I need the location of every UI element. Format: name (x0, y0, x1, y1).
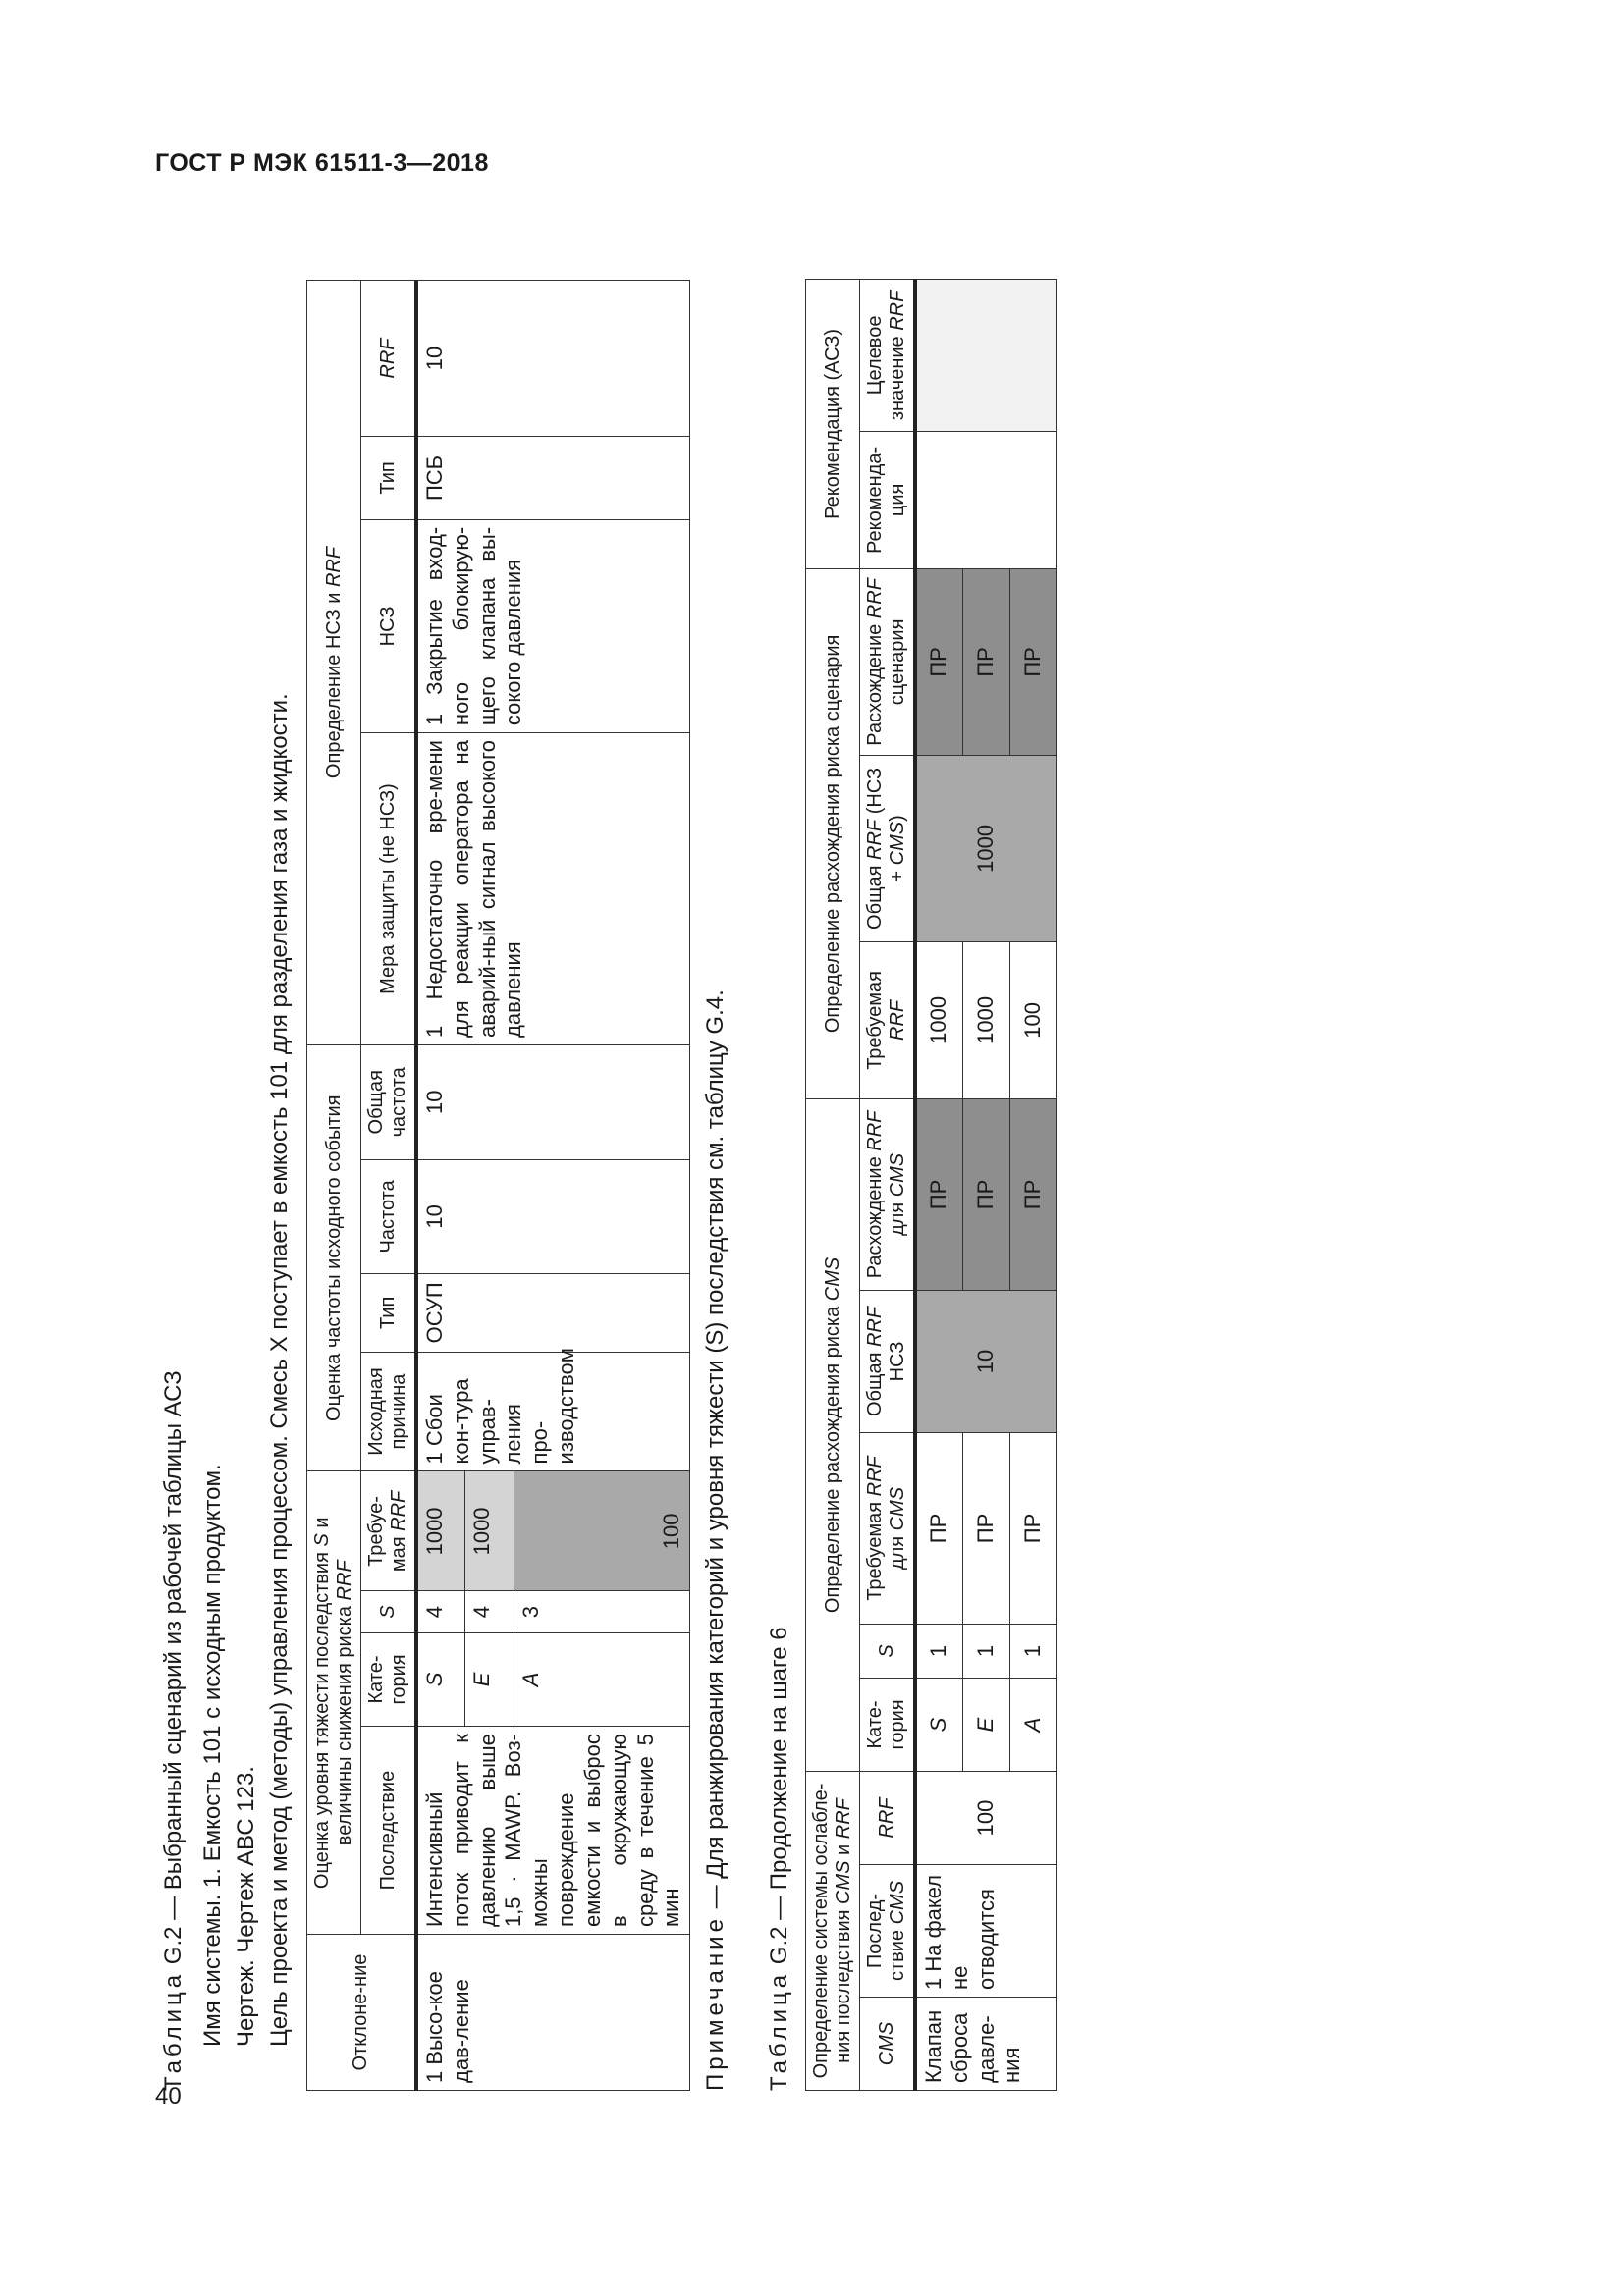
header-cms-risk-group: Определение расхождения риска CMS (806, 1098, 860, 1771)
header-required-rrf: Требуемая RRF (860, 941, 916, 1098)
document-header: ГОСТ Р МЭК 61511-3—2018 (155, 149, 489, 177)
recommendation-cell (915, 431, 1056, 568)
severity-cell: 1 (915, 1624, 962, 1678)
header-total-rrf: Общая RRF (НСЗ + CMS) (860, 755, 916, 941)
severity-cell: 1 (962, 1624, 1009, 1678)
required-rrf-cell: 1000 (465, 1471, 514, 1591)
type-cell: ОСУП (416, 1274, 690, 1352)
category-cell: E (962, 1678, 1009, 1771)
total-rrf-nsz-cell: 10 (915, 1290, 1056, 1432)
header-required-rrf: Требуе-мая RRF (361, 1471, 417, 1591)
drawing-ref: Чертеж. Чертеж АВС 123. (233, 1766, 259, 2047)
table1-caption: Таблица G.2 — Выбранный сценарий из рабочей таблицы АСЗ (160, 1370, 187, 2091)
nsz-cell: 1 Закрытие вход-ного блокирую-щего клапана вы-сокого давления (416, 519, 690, 732)
total-rrf-cell: 1000 (915, 755, 1056, 941)
category-cell: S (915, 1678, 962, 1771)
header-required-rrf-cms: Требуемая RRF для CMS (860, 1432, 916, 1624)
category-cell: A (514, 1632, 690, 1726)
header-s: S (860, 1624, 916, 1678)
scenario-table (306, 280, 690, 2091)
divergence-rrf-scenario-cell: ПР (1009, 568, 1056, 755)
header-recommendation: Рекоменда-ция (860, 431, 916, 568)
rrf-cell: 10 (416, 281, 690, 437)
divergence-rrf-cms-cell: ПР (962, 1098, 1009, 1290)
divergence-rrf-cms-cell: ПР (1009, 1098, 1056, 1290)
header-category: Кате-гория (361, 1632, 417, 1726)
category-cell: A (1009, 1678, 1056, 1771)
header-deviation: Отклоне-ние (307, 1935, 417, 2091)
header-total-rrf-nsz: Общая RRF НСЗ (860, 1290, 916, 1432)
required-rrf-cell: 1000 (915, 941, 962, 1098)
header-target-rrf: Целевое значение RRF (860, 279, 916, 431)
continuation-table (805, 279, 1057, 2091)
header-definition-group: Определение НСЗ и RRF (307, 281, 361, 1045)
protection-cell: 1 Недостаточно вре-мени для реакции оператора на аварий-ный сигнал высокого давления (416, 733, 690, 1045)
divergence-rrf-cms-cell: ПР (915, 1098, 962, 1290)
severity-cell: 3 (514, 1591, 690, 1632)
required-rrf-cms-cell: ПР (915, 1432, 962, 1624)
header-divergence-rrf-scenario: Расхождение RRF сценария (860, 568, 916, 755)
divergence-rrf-scenario-cell: ПР (915, 568, 962, 755)
header-recommendation-group: Рекомендация (АСЗ) (806, 279, 860, 568)
severity-cell: 1 (1009, 1624, 1056, 1678)
rotated-content (152, 206, 1144, 2091)
header-type: Тип (361, 1274, 417, 1352)
required-rrf-cell: 100 (514, 1471, 690, 1591)
category-cell: E (465, 1632, 514, 1726)
cause-cell: 1 Сбои кон-тура управ-ления про-изводством (416, 1352, 690, 1471)
required-rrf-cell: 1000 (416, 1471, 465, 1591)
header-frequency-group: Оценка частоты исходного события (307, 1044, 361, 1471)
header-cause: Исходная причина (361, 1352, 417, 1471)
table-note: Примечание — Для ранжирования категорий и уровня тяжести (S) последствия см. таблицу G.4. (702, 989, 729, 2091)
frequency-cell: 10 (416, 1159, 690, 1274)
category-cell: S (416, 1632, 465, 1726)
severity-cell: 4 (465, 1591, 514, 1632)
system-name: Имя системы. 1. Емкость 101 с исходным продуктом. (199, 1464, 226, 2047)
required-rrf-cell: 100 (1009, 941, 1056, 1098)
header-consequence: Последствие (361, 1727, 417, 1935)
header-divergence-rrf-cms: Расхождение RRF для CMS (860, 1098, 916, 1290)
header-scenario-risk-group: Определение расхождения риска сценария (806, 568, 860, 1098)
header-s: S (361, 1591, 417, 1632)
page-number: 40 (155, 2083, 182, 2109)
header-cms: CMS (860, 1998, 916, 2091)
header-rrf: RRF (361, 281, 417, 437)
divergence-rrf-scenario-cell: ПР (962, 568, 1009, 755)
required-rrf-cms-cell: ПР (1009, 1432, 1056, 1624)
required-rrf-cms-cell: ПР (962, 1432, 1009, 1624)
severity-cell: 4 (416, 1591, 465, 1632)
cms-consequence-cell: 1 На факел не отводится (915, 1865, 1056, 1998)
consequence-cell: Интенсивный поток приводит к давлению выше 1,5 · MAWP. Воз-можны повреждение емкости и выброс в окружающую среду в течение 5 мин (416, 1727, 690, 1935)
header-frequency: Частота (361, 1159, 417, 1274)
required-rrf-cell: 1000 (962, 941, 1009, 1098)
type2-cell: ПСБ (416, 437, 690, 520)
deviation-cell: 1 Высо-кое дав-ление (416, 1935, 690, 2091)
table2-caption: Таблица G.2 — Продолжение на шаге 6 (766, 1627, 792, 2091)
header-nsz: НСЗ (361, 519, 417, 732)
header-cms-rrf: RRF (860, 1771, 916, 1864)
header-total-frequency: Общая частота (361, 1044, 417, 1159)
header-category: Кате-гория (860, 1678, 916, 1771)
header-cms-group: Определение системы ослабле-ния последствия CMS и RRF (806, 1771, 860, 2090)
cms-rrf-cell: 100 (915, 1771, 1056, 1864)
target-rrf-cell (915, 279, 1056, 431)
project-purpose: Цель проекта и метод (методы) управления процессом. Смесь X поступает в емкость 101 для разделения газа и жидкости. (266, 693, 293, 2047)
header-severity-group: Оценка уровня тяжести последствия S и величины снижения риска RRF (307, 1471, 361, 1935)
cms-cell: Клапан сброса давле-ния (915, 1998, 1056, 2091)
header-protection: Мера защиты (не НСЗ) (361, 733, 417, 1045)
total-frequency-cell: 10 (416, 1044, 690, 1159)
header-type2: Тип (361, 437, 417, 520)
header-cms-consequence: Послед-ствие CMS (860, 1865, 916, 1998)
